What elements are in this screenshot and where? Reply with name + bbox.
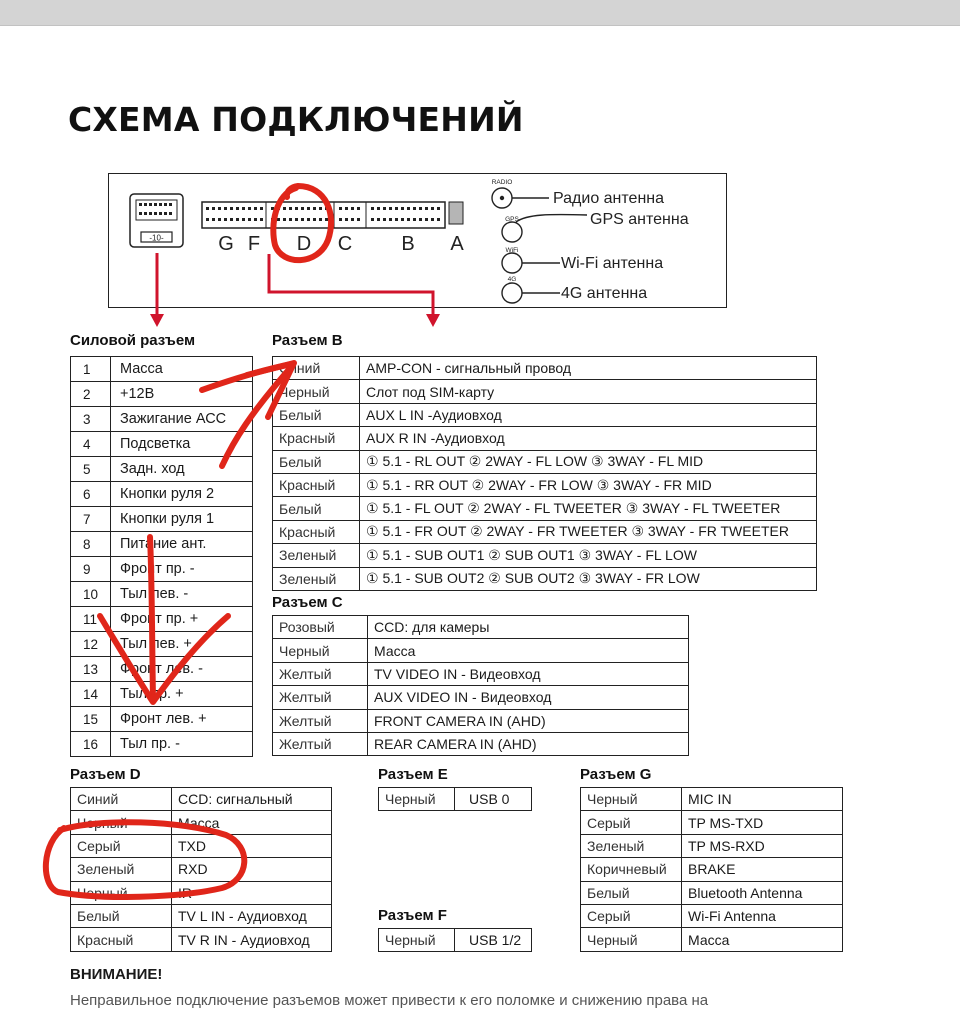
table-row [71, 632, 253, 657]
radio-tag: RADIO [491, 179, 513, 186]
4g-tag: 4G [507, 276, 517, 283]
wire-color: Зеленый [71, 858, 172, 881]
wire-color: Черный [71, 881, 172, 904]
table-row [71, 811, 332, 834]
wire-function: Масса [682, 928, 843, 951]
wire-function: Масса [368, 639, 689, 662]
wire-color: Белый [273, 450, 360, 473]
pin-number: 2 [71, 382, 111, 407]
table-row [71, 928, 332, 951]
connector-g-title: Разъем G [580, 766, 652, 783]
pin-number: 12 [71, 632, 111, 657]
table-row [71, 482, 253, 507]
pin-number: 15 [71, 707, 111, 732]
wire-color: Белый [273, 403, 360, 426]
connector-letter-g: G [218, 233, 234, 255]
pin-function: Тыл пр. + [111, 682, 253, 707]
pin-function: Тыл лев. + [111, 632, 253, 657]
pin-function: Тыл пр. - [111, 732, 253, 757]
table-row [581, 811, 843, 834]
wire-function: TV VIDEO IN - Видеовход [368, 662, 689, 685]
connector-g-table [580, 787, 843, 952]
pin-number: 16 [71, 732, 111, 757]
wire-color: Красный [71, 928, 172, 951]
pin-number: 4 [71, 432, 111, 457]
connector-c-table [272, 615, 689, 756]
table-row [71, 457, 253, 482]
warning-text: Неправильное подключение разъемов может привести к его поломке и снижению права на [70, 992, 709, 1009]
wire-color: Черный [273, 639, 368, 662]
wire-function: TV R IN - Аудиовход [172, 928, 332, 951]
table-row [273, 616, 689, 639]
table-row [379, 929, 532, 952]
wire-function: USB 0 [455, 788, 532, 811]
pin-function: Фронт лев. - [111, 657, 253, 682]
radio-antenna-label: Радио антенна [553, 190, 665, 207]
wire-function: Слот под SIM-карту [360, 380, 817, 403]
wire-function: ① 5.1 - FR OUT ② 2WAY - FR TWEETER ③ 3WAY - FR TWEETER [360, 520, 817, 543]
table-row [273, 473, 817, 496]
table-row [71, 904, 332, 927]
wire-color: Серый [581, 811, 682, 834]
table-row [581, 928, 843, 951]
wire-function: ① 5.1 - SUB OUT1 ② SUB OUT1 ③ 3WAY - FL LOW [360, 544, 817, 567]
wire-function: ① 5.1 - SUB OUT2 ② SUB OUT2 ③ 3WAY - FR LOW [360, 567, 817, 590]
pin-function: Зажигание АСС [111, 407, 253, 432]
connector-letter-c: C [337, 233, 353, 255]
wire-color: Коричневый [581, 858, 682, 881]
wire-color: Красный [273, 427, 360, 450]
table-row [273, 357, 817, 380]
plug-label: -10- [149, 233, 164, 243]
table-row [581, 881, 843, 904]
top-gray-bar [0, 0, 960, 26]
table-row [273, 380, 817, 403]
wire-function: AUX R IN -Аудиовход [360, 427, 817, 450]
wire-function: BRAKE [682, 858, 843, 881]
connector-diagram [108, 173, 727, 308]
gps-antenna-icon [502, 222, 522, 242]
table-row [71, 732, 253, 757]
power-connector-table [70, 356, 253, 757]
table-row [581, 834, 843, 857]
page-title: СХЕМА ПОДКЛЮЧЕНИЙ [68, 100, 524, 139]
connector-e-table [378, 787, 532, 811]
wire-function: TP MS-TXD [682, 811, 843, 834]
table-row [273, 450, 817, 473]
pin-function: Подсветка [111, 432, 253, 457]
connector-f-title: Разъем F [378, 907, 447, 924]
wire-color: Белый [71, 904, 172, 927]
table-row [71, 357, 253, 382]
table-row [581, 904, 843, 927]
connector-f-table [378, 928, 532, 952]
table-row [581, 858, 843, 881]
table-row [71, 834, 332, 857]
multi-connector-icon [202, 202, 463, 228]
wire-function: CCD: для камеры [368, 616, 689, 639]
gps-tag: GPS [505, 216, 519, 223]
pin-function: +12В [111, 382, 253, 407]
table-row [71, 657, 253, 682]
wire-function: IR [172, 881, 332, 904]
wifi-tag: WiFi [505, 247, 519, 254]
table-row [273, 732, 689, 755]
connector-d-table [70, 787, 332, 952]
connector-b-title: Разъем B [272, 332, 343, 349]
table-row [71, 707, 253, 732]
pin-number: 11 [71, 607, 111, 632]
4g-antenna-icon [502, 283, 522, 303]
wire-function: TV L IN - Аудиовход [172, 904, 332, 927]
wire-color: Розовый [273, 616, 368, 639]
pin-function: Фронт пр. - [111, 557, 253, 582]
table-row [71, 407, 253, 432]
pin-number: 7 [71, 507, 111, 532]
connector-d-title: Разъем D [70, 766, 141, 783]
wire-color: Серый [71, 834, 172, 857]
wire-function: AMP-CON - сигнальный провод [360, 357, 817, 380]
pin-number: 10 [71, 582, 111, 607]
pin-number: 5 [71, 457, 111, 482]
wire-function: MIC IN [682, 788, 843, 811]
connector-letter-d: D [296, 233, 312, 255]
4g-antenna-label: 4G антенна [561, 285, 648, 302]
wire-color: Синий [71, 788, 172, 811]
table-row [273, 497, 817, 520]
table-row [71, 582, 253, 607]
pin-function: Кнопки руля 1 [111, 507, 253, 532]
wire-function: AUX L IN -Аудиовход [360, 403, 817, 426]
table-row [273, 686, 689, 709]
wire-function: TXD [172, 834, 332, 857]
table-row [273, 567, 817, 590]
table-row [273, 639, 689, 662]
connector-letter-a: A [450, 233, 464, 255]
table-row [273, 709, 689, 732]
connector-b-table [272, 356, 817, 591]
pin-number: 9 [71, 557, 111, 582]
connector-c-title: Разъем C [272, 594, 343, 611]
pin-number: 3 [71, 407, 111, 432]
wire-color: Черный [379, 929, 455, 952]
table-row [273, 662, 689, 685]
wire-color: Зеленый [581, 834, 682, 857]
wire-color: Черный [71, 811, 172, 834]
table-row [273, 403, 817, 426]
warning-heading: ВНИМАНИЕ! [70, 966, 163, 983]
wire-color: Черный [273, 380, 360, 403]
table-row [71, 881, 332, 904]
wire-function: ① 5.1 - RL OUT ② 2WAY - FL LOW ③ 3WAY - FL MID [360, 450, 817, 473]
wire-color: Красный [273, 520, 360, 543]
wire-function: Масса [172, 811, 332, 834]
wire-function: RXD [172, 858, 332, 881]
connector-diagram-drawing [109, 174, 728, 309]
table-row [71, 682, 253, 707]
wire-function: Bluetooth Antenna [682, 881, 843, 904]
warning-text-cut [70, 990, 900, 1009]
wire-color: Черный [379, 788, 455, 811]
power-connector-title: Силовой разъем [70, 332, 196, 349]
pin-number: 1 [71, 357, 111, 382]
pin-number: 6 [71, 482, 111, 507]
wire-function: TP MS-RXD [682, 834, 843, 857]
wire-function: FRONT CAMERA IN (AHD) [368, 709, 689, 732]
pin-function: Фронт пр. + [111, 607, 253, 632]
wire-color: Желтый [273, 662, 368, 685]
wire-function: Wi-Fi Antenna [682, 904, 843, 927]
wire-color: Желтый [273, 686, 368, 709]
wire-function: REAR CAMERA IN (AHD) [368, 732, 689, 755]
pin-function: Задн. ход [111, 457, 253, 482]
table-row [273, 427, 817, 450]
pin-number: 13 [71, 657, 111, 682]
pin-function: Тыл лев. - [111, 582, 253, 607]
connector-letter-b: B [401, 233, 415, 255]
wire-color: Желтый [273, 732, 368, 755]
table-row [379, 788, 532, 811]
table-row [71, 382, 253, 407]
wire-color: Красный [273, 473, 360, 496]
wire-color: Зеленый [273, 567, 360, 590]
table-row [71, 557, 253, 582]
table-row [71, 607, 253, 632]
wire-color: Синий [273, 357, 360, 380]
wire-function: AUX VIDEO IN - Видеовход [368, 686, 689, 709]
table-row [273, 520, 817, 543]
wire-function: CCD: сигнальный [172, 788, 332, 811]
pin-function: Кнопки руля 2 [111, 482, 253, 507]
wire-color: Белый [581, 881, 682, 904]
wire-color: Серый [581, 904, 682, 927]
table-row [71, 858, 332, 881]
pin-function: Фронт лев. + [111, 707, 253, 732]
wire-color: Белый [273, 497, 360, 520]
table-row [273, 544, 817, 567]
wire-function: ① 5.1 - FL OUT ② 2WAY - FL TWEETER ③ 3WAY - FL TWEETER [360, 497, 817, 520]
wifi-antenna-icon [502, 253, 522, 273]
wire-color: Зеленый [273, 544, 360, 567]
wire-color: Черный [581, 788, 682, 811]
gps-antenna-label: GPS антенна [590, 211, 689, 228]
wire-color: Желтый [273, 709, 368, 732]
table-row [581, 788, 843, 811]
connector-e-title: Разъем E [378, 766, 448, 783]
wifi-antenna-label: Wi-Fi антенна [561, 255, 664, 272]
pin-function: Питание ант. [111, 532, 253, 557]
pin-number: 8 [71, 532, 111, 557]
pin-number: 14 [71, 682, 111, 707]
table-row [71, 788, 332, 811]
connector-letter-f: F [247, 233, 261, 255]
table-row [71, 507, 253, 532]
pin-function: Масса [111, 357, 253, 382]
wire-color: Черный [581, 928, 682, 951]
table-row [71, 532, 253, 557]
table-row [71, 432, 253, 457]
wire-function: USB 1/2 [455, 929, 532, 952]
wire-function: ① 5.1 - RR OUT ② 2WAY - FR LOW ③ 3WAY - FR MID [360, 473, 817, 496]
